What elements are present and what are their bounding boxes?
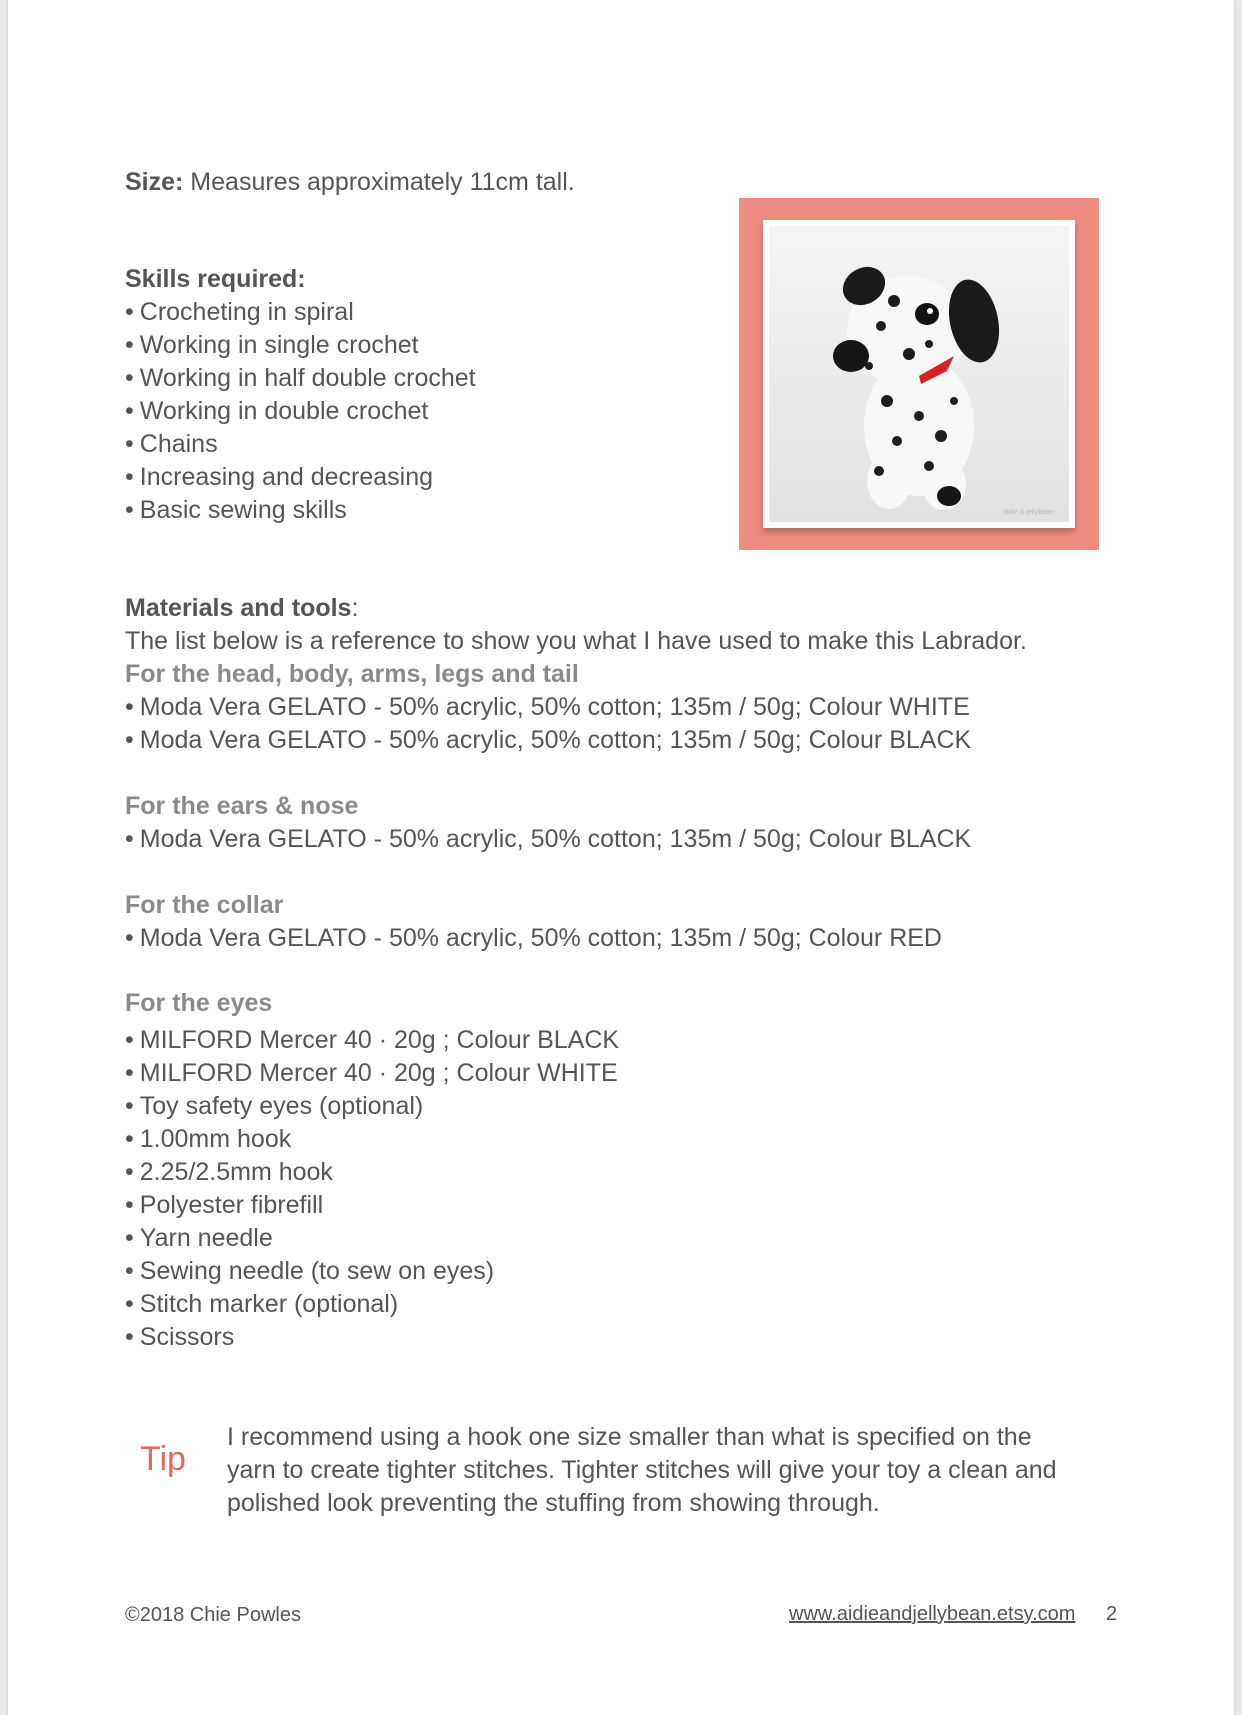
list-item: • Chains — [125, 428, 476, 461]
list-item: • Increasing and decreasing — [125, 461, 476, 494]
list-item: • Stitch marker (optional) — [125, 1288, 619, 1321]
list-item: • Toy safety eyes (optional) — [125, 1090, 619, 1123]
dalmatian-photo — [763, 220, 1075, 528]
copyright: ©2018 Chie Powles — [125, 1604, 301, 1626]
list-item: • 2.25/2.5mm hook — [125, 1156, 619, 1189]
size-label: Size: — [125, 168, 184, 196]
materials-intro: The list below is a reference to show you what I have used to make this Labrador. — [125, 627, 1027, 655]
list-item: • 1.00mm hook — [125, 1123, 619, 1156]
list-item: • Moda Vera GELATO - 50% acrylic, 50% cotton; 135m / 50g; Colour BLACK — [125, 724, 971, 757]
list-item: • Scissors — [125, 1321, 619, 1354]
group-title-collar: For the collar — [125, 891, 284, 919]
group-title-eyes: For the eyes — [125, 989, 273, 1017]
group-list-ears-nose — [125, 823, 971, 856]
photo-frame — [739, 198, 1099, 550]
skills-heading: Skills required: — [125, 265, 306, 293]
group-title-ears-nose: For the ears & nose — [125, 792, 359, 820]
list-item: • Moda Vera GELATO - 50% acrylic, 50% cotton; 135m / 50g; Colour WHITE — [125, 691, 971, 724]
page-number: 2 — [1106, 1603, 1118, 1625]
list-item: • Basic sewing skills — [125, 494, 476, 527]
list-item: • Yarn needle — [125, 1222, 619, 1255]
photo-watermark: aidie & jellybean — [1003, 509, 1054, 516]
list-item: • Sewing needle (to sew on eyes) — [125, 1255, 619, 1288]
list-item: • Working in double crochet — [125, 395, 476, 428]
list-item: • Moda Vera GELATO - 50% acrylic, 50% cotton; 135m / 50g; Colour BLACK — [125, 823, 971, 856]
skills-list — [125, 296, 476, 527]
document-page — [8, 0, 1234, 1715]
list-item: • MILFORD Mercer 40 · 20g ; Colour WHITE — [125, 1057, 619, 1090]
tip-text: I recommend using a hook one size smaller than what is specified on the yarn to create tighter stitches. Tighter stitches will give your toy a clean and polished look preventing the stuffing from showing through. — [227, 1423, 1057, 1517]
tip-label: Tip — [140, 1440, 186, 1478]
size-text: Measures approximately 11cm tall. — [183, 168, 575, 196]
group-list-head-body — [125, 691, 971, 757]
group-list-collar — [125, 922, 942, 955]
website-link[interactable]: www.aidieandjellybean.etsy.com — [789, 1603, 1076, 1625]
materials-heading: Materials and tools — [125, 594, 352, 622]
group-list-eyes — [125, 1024, 619, 1354]
list-item: • Moda Vera GELATO - 50% acrylic, 50% cotton; 135m / 50g; Colour RED — [125, 922, 942, 955]
group-title-head-body: For the head, body, arms, legs and tail — [125, 660, 579, 688]
dalmatian-amigurumi-image — [769, 226, 1069, 522]
size-line — [125, 166, 575, 199]
list-item: • Crocheting in spiral — [125, 296, 476, 329]
list-item: • MILFORD Mercer 40 · 20g ; Colour BLACK — [125, 1024, 619, 1057]
materials-heading-line — [125, 592, 358, 625]
list-item: • Polyester fibrefill — [125, 1189, 619, 1222]
list-item: • Working in half double crochet — [125, 362, 476, 395]
materials-colon: : — [351, 594, 359, 622]
list-item: • Working in single crochet — [125, 329, 476, 362]
